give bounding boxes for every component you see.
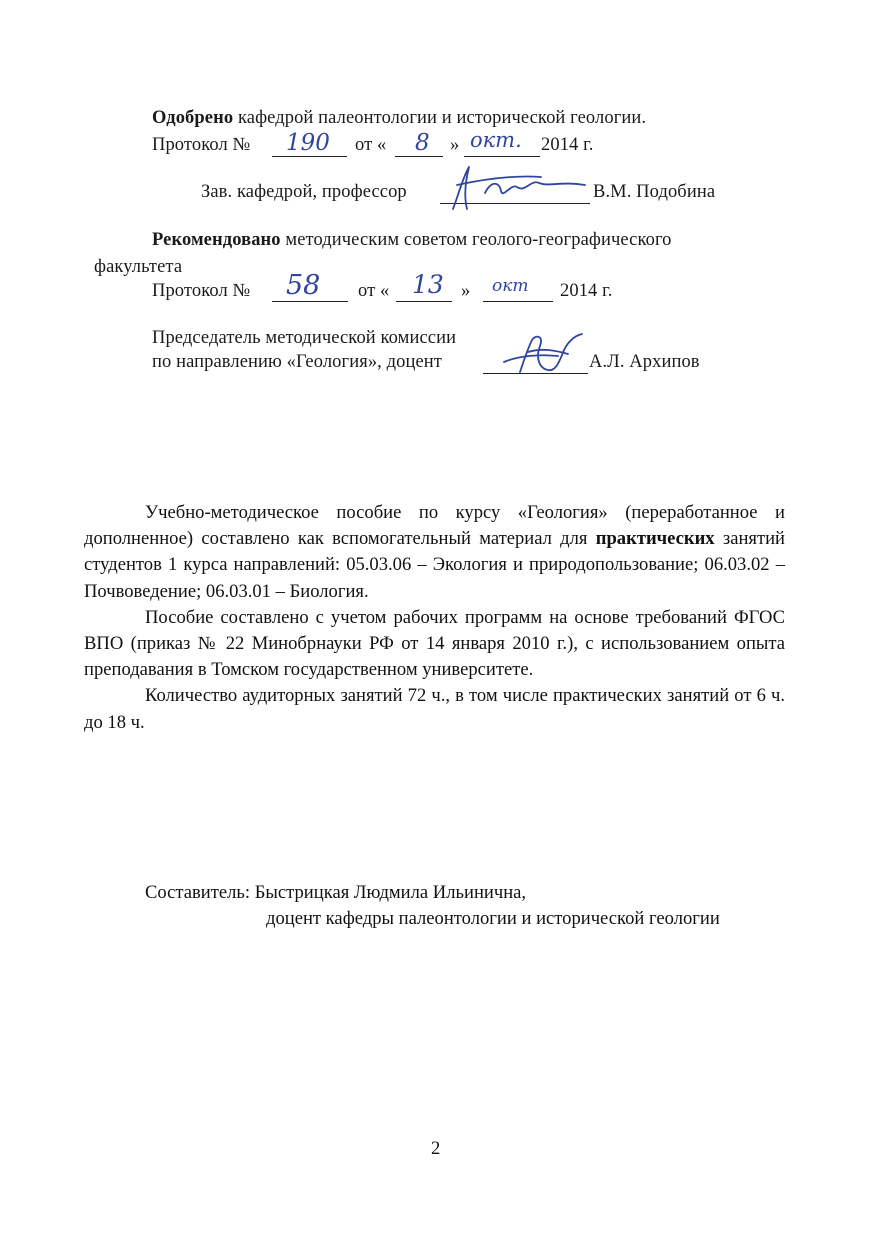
handwritten-rec-protocol-number: 58 xyxy=(286,270,321,301)
rec-month-line xyxy=(483,301,553,302)
commission-chair-line2: по направлению «Геология», доцент xyxy=(152,352,442,372)
month-line xyxy=(464,156,540,157)
approval-protocol-label: Протокол № xyxy=(152,135,251,155)
head-of-department-name: В.М. Подобина xyxy=(593,182,716,202)
rec-day-line xyxy=(396,301,452,302)
page-number: 2 xyxy=(431,1138,441,1159)
compiler-name: Быстрицкая Людмила Ильинична, xyxy=(254,882,527,903)
annotation-paragraph-3: Количество аудиторных занятий 72 ч., в том числе практических занятий от 6 ч. до 18 ч. xyxy=(84,685,785,733)
recommendation-line xyxy=(152,230,672,251)
approved-department: кафедрой палеонтологии и исторической геологии. xyxy=(233,108,647,128)
annotation-paragraph-1 xyxy=(84,500,785,605)
recommended-council: методическим советом геолого-географического xyxy=(280,230,672,250)
annotation-p1-end: занятий студентов 1 курса направлений: 05.03.06 – Экология и природопользование; 06.03.02 – Почвоведение; 06.03.01 – Биология. xyxy=(84,528,785,602)
commission-chair-name: А.Л. Архипов xyxy=(589,352,700,372)
recommendation-faculty: факультета xyxy=(94,257,183,277)
compiler-line xyxy=(145,882,526,904)
head-signature-icon xyxy=(445,163,590,213)
annotation-p1-bold: практических xyxy=(595,528,715,550)
rec-protocol-number-line xyxy=(272,301,348,302)
recommended-label: Рекомендовано xyxy=(152,230,281,250)
handwritten-day: 8 xyxy=(415,130,430,156)
day-line xyxy=(395,156,443,157)
commission-chair-line1: Председатель методической комиссии xyxy=(152,328,457,348)
handwritten-rec-day: 13 xyxy=(412,270,444,299)
head-of-department-label: Зав. кафедрой, профессор xyxy=(201,182,407,202)
approval-line xyxy=(152,108,646,129)
approval-from-open: от « xyxy=(355,135,387,155)
recommendation-protocol-label: Протокол № xyxy=(152,281,251,301)
chair-signature-icon xyxy=(498,330,588,380)
annotation-p1-start: Учебно-методическое пособие по курсу «Геология» (переработанное и дополненное) составлено как вспомогательный материал для xyxy=(84,502,785,550)
rec-from-open: от « xyxy=(358,281,390,301)
annotation-paragraph-2: Пособие составлено с учетом рабочих программ на основе требований ФГОС ВПО (приказ № 22 Минобрнауки РФ от 14 января 2010 г.), с использованием опыта преподавания в Томском государственном университете. xyxy=(84,606,785,681)
annotation-body xyxy=(84,500,785,736)
approval-from-close: » xyxy=(450,135,460,155)
approval-year: 2014 г. xyxy=(541,135,594,155)
compiler-position: доцент кафедры палеонтологии и исторической геологии xyxy=(266,908,720,929)
compiler-label: Составитель: xyxy=(145,882,251,903)
approved-label: Одобрено xyxy=(152,108,234,128)
rec-year: 2014 г. xyxy=(560,281,613,301)
handwritten-rec-month: окт xyxy=(492,276,529,296)
protocol-number-line xyxy=(272,156,347,157)
handwritten-month: окт. xyxy=(470,128,522,152)
rec-from-close: » xyxy=(461,281,471,301)
handwritten-protocol-number: 190 xyxy=(286,130,330,156)
